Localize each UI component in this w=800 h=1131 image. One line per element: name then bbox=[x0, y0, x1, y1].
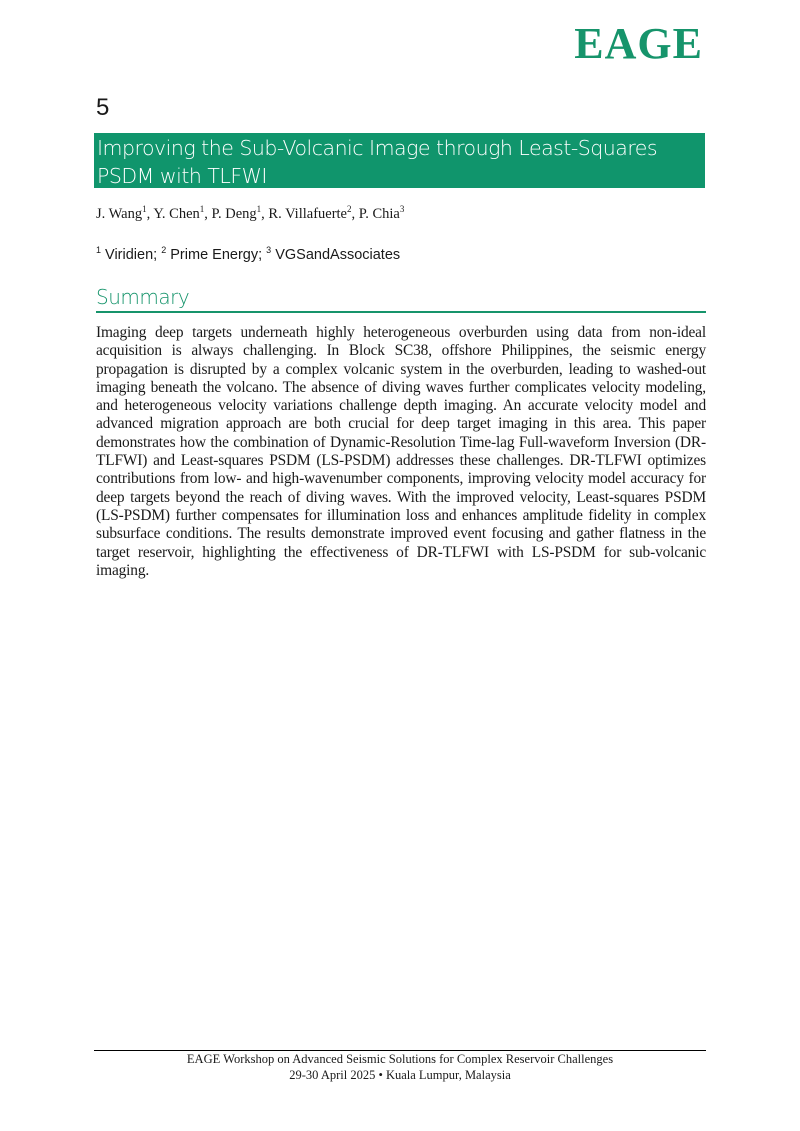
author-affiliation-sup: 2 bbox=[347, 204, 352, 215]
summary-divider bbox=[96, 311, 706, 313]
author-affiliation-sup: 1 bbox=[142, 204, 147, 215]
affiliation-name: Prime Energy bbox=[170, 247, 259, 263]
affiliation-sup: 1 bbox=[96, 245, 102, 256]
author-list: J. Wang$^1$, Y. Chen$^1$, P. Deng$^1$, R. Villafuerte$^2$, P. Chia$^3$ bbox=[96, 204, 405, 222]
summary-text: Imaging deep targets underneath highly heterogeneous overburden using data from non-ideal acquisition is always challenging. In Block SC38, offshore Philippines, the seismic energy propagation is disrupted by a complex volcanic system in the overburden, leading to washed-out imaging beneath the volcano. The absence of diving waves further complicates velocity modeling, and heterogeneous velocity variations challenge depth imaging. An accurate velocity model and advanced migration approach are both crucial for deep target imaging in this area. This paper demonstrates how the combination of Dynamic-Resolution Time-lag Full-waveform Inversion (DR-TLFWI) and Least-squares PSDM (LS-PSDM) addresses these challenges. DR-TLFWI optimizes contributions from low- and high-wavenumber components, improving velocity model accuracy for deep targets beyond the reach of diving waves. With the improved velocity, Least-squares PSDM (LS-PSDM) further compensates for illumination loss and enhances amplitude fidelity in complex subsurface conditions. The results demonstrate improved event focusing and gather flatness in the target reservoir, highlighting the effectiveness of DR-TLFWI with LS-PSDM for sub-volcanic imaging. bbox=[96, 324, 706, 579]
author-name: P. Chia bbox=[358, 206, 400, 222]
author-affiliation-sup: 1 bbox=[256, 204, 262, 215]
paper-title-line-2: PSDM with TLFWI bbox=[97, 164, 267, 188]
paper-number: 5 bbox=[96, 94, 110, 121]
affiliation-sup: 2 bbox=[161, 245, 167, 256]
paper-title-line-1: Improving the Sub-Volcanic Image through Least-Squares bbox=[97, 136, 658, 160]
affiliation-name: VGSandAssociates bbox=[275, 247, 401, 263]
affiliation-list: $^1$ Viridien; $^2$ Prime Energy; $^3$ VGSandAssociates bbox=[96, 245, 401, 263]
affiliation-name: Viridien bbox=[105, 247, 154, 263]
title-band bbox=[94, 133, 705, 188]
eage-logo: EAGE bbox=[574, 19, 703, 68]
summary-heading: Summary bbox=[96, 285, 190, 309]
footer-date-location: 29-30 April 2025 • Kuala Lumpur, Malaysia bbox=[289, 1067, 511, 1082]
page-footer bbox=[94, 1052, 706, 1083]
author-name: J. Wang bbox=[96, 206, 143, 222]
author-affiliation-sup: 3 bbox=[399, 204, 405, 215]
footer-workshop-name: EAGE Workshop on Advanced Seismic Solutions for Complex Reservoir Challenges bbox=[186, 1052, 614, 1066]
author-name: Y. Chen bbox=[153, 206, 200, 222]
author-name: P. Deng bbox=[211, 206, 257, 222]
author-name: R. Villafuerte bbox=[268, 206, 347, 222]
author-affiliation-sup: 1 bbox=[199, 204, 205, 215]
footer-divider bbox=[94, 1050, 706, 1051]
affiliation-sup: 3 bbox=[266, 245, 272, 256]
